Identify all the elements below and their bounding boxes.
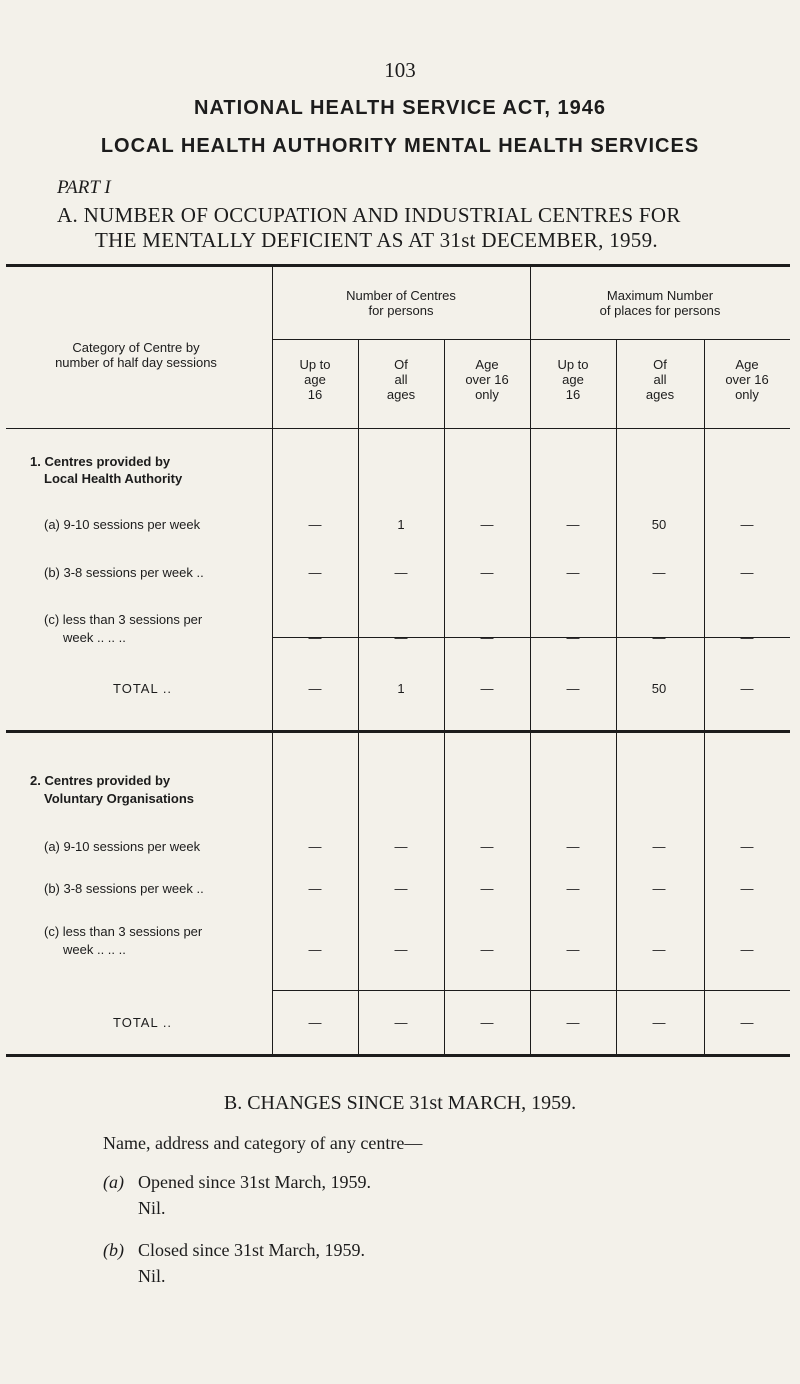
subheader-text: Up to: [557, 357, 589, 372]
subheader-text: Age: [475, 357, 499, 372]
subheader-text: Of: [394, 357, 408, 372]
table-cell: —: [308, 517, 322, 532]
table-cell: —: [740, 630, 754, 645]
table-cell: —: [394, 1015, 408, 1030]
table-cell: —: [480, 630, 494, 645]
table-cell: —: [566, 630, 580, 645]
section1-row-a-label: (a) 9-10 sessions per week: [44, 517, 201, 532]
table-cell: 50: [651, 517, 667, 532]
part-b-a-value: Nil.: [138, 1198, 166, 1218]
table-cell: —: [308, 681, 322, 696]
table-cell: —: [652, 881, 666, 896]
section-divider-rule: [6, 730, 790, 733]
category-header-line2: number of half day sessions: [55, 355, 217, 370]
subheader-text: age: [562, 372, 584, 387]
subheader-text: Of: [653, 357, 667, 372]
subheader-text: ages: [386, 387, 416, 402]
table-cell: 1: [397, 681, 405, 696]
subheader-col-6: [704, 357, 790, 402]
table-cell: —: [480, 881, 494, 896]
section2-row-c-label: (c) less than 3 sessions per: [44, 924, 203, 939]
table-cell: —: [394, 565, 408, 580]
table-cell: —: [652, 839, 666, 854]
section1-row-c-label: (c) less than 3 sessions per: [44, 612, 203, 627]
subheader-col-3: [444, 357, 530, 402]
table-cell: —: [480, 1015, 494, 1030]
act-title: NATIONAL HEALTH SERVICE ACT, 1946: [194, 97, 606, 119]
part-b-b-value: Nil.: [138, 1266, 166, 1286]
part-b-intro: Name, address and category of any centre—: [103, 1133, 423, 1153]
section1-row-b-label: (b) 3-8 sessions per week ..: [44, 565, 204, 580]
part-a-heading-line1: A. NUMBER OF OCCUPATION AND INDUSTRIAL CENTRES FOR: [57, 203, 681, 227]
section1-total-label: TOTAL ..: [113, 681, 173, 696]
subheader-text: Age: [735, 357, 759, 372]
page-number: 103: [384, 58, 416, 82]
subheader-rule: [272, 339, 790, 340]
table-cell: —: [652, 565, 666, 580]
table-cell: —: [480, 565, 494, 580]
section2-total-rule: [272, 990, 790, 991]
table-cell: —: [740, 517, 754, 532]
table-cell: —: [308, 630, 322, 645]
group-header-centres-line2: for persons: [368, 303, 434, 318]
table-cell: —: [566, 681, 580, 696]
part-label: PART I: [57, 177, 111, 198]
section2-total-label: TOTAL ..: [113, 1015, 173, 1030]
table-cell: —: [394, 881, 408, 896]
subheader-text: Up to: [299, 357, 331, 372]
table-cell: —: [652, 942, 666, 957]
table-cell: —: [652, 1015, 666, 1030]
subheader-text: age: [304, 372, 326, 387]
section-title: LOCAL HEALTH AUTHORITY MENTAL HEALTH SERVICES: [100, 135, 700, 157]
subheader-col-5: [616, 357, 704, 402]
table-cell: —: [652, 630, 666, 645]
table-cell: —: [566, 881, 580, 896]
table-cell: —: [740, 942, 754, 957]
table-cell: —: [308, 565, 322, 580]
section2-row-c-label2: week .. .. ..: [63, 942, 126, 957]
table-cell: —: [308, 1015, 322, 1030]
table-cell: —: [308, 942, 322, 957]
section2-title-line1: 2. Centres provided by: [30, 773, 171, 788]
part-a-heading-line2: THE MENTALLY DEFICIENT AS AT 31st DECEMBER, 1959.: [95, 228, 658, 252]
section1-row-c-label2: week .. .. ..: [63, 630, 126, 645]
table-cell: —: [480, 517, 494, 532]
group-header-places: [530, 288, 790, 318]
table-cell: —: [308, 881, 322, 896]
table-cell: —: [566, 1015, 580, 1030]
table-bottom-rule: [6, 1054, 790, 1057]
table-cell: —: [566, 839, 580, 854]
table-cell: —: [566, 517, 580, 532]
table-cell: —: [394, 839, 408, 854]
table-cell: —: [480, 839, 494, 854]
group-header-places-line2: of places for persons: [599, 303, 721, 318]
table-cell: —: [740, 839, 754, 854]
subheader-text: only: [735, 387, 759, 402]
subheader-text: 16: [565, 387, 581, 402]
table-cell: —: [740, 881, 754, 896]
group-header-centres-line1: Number of Centres: [346, 288, 456, 303]
subheader-text: 16: [307, 387, 323, 402]
table-cell: 50: [651, 681, 667, 696]
header-bottom-rule: [6, 428, 790, 429]
group-header-places-line1: Maximum Number: [606, 288, 714, 303]
part-b-b-marker: (b): [103, 1240, 124, 1260]
subheader-text: all: [653, 372, 667, 387]
subheader-text: over 16: [725, 372, 769, 387]
table-cell: —: [740, 681, 754, 696]
group-header-centres: [272, 288, 530, 318]
part-b-heading: B. CHANGES SINCE 31st MARCH, 1959.: [223, 1092, 577, 1114]
table-cell: —: [740, 1015, 754, 1030]
part-b-a-marker: (a): [103, 1172, 124, 1192]
part-b-a-text: Opened since 31st March, 1959.: [138, 1172, 371, 1192]
category-header-line1: Category of Centre by: [72, 340, 200, 355]
table-cell: —: [480, 942, 494, 957]
col-rule-category: [272, 264, 273, 730]
section2-row-b-label: (b) 3-8 sessions per week ..: [44, 881, 204, 896]
subheader-text: all: [394, 372, 408, 387]
subheader-col-4: [530, 357, 616, 402]
section1-title-line2: Local Health Authority: [44, 471, 183, 486]
table-cell: 1: [397, 517, 405, 532]
table-cell: —: [566, 565, 580, 580]
section1-title-line1: 1. Centres provided by: [30, 454, 171, 469]
table-cell: —: [480, 681, 494, 696]
table-cell: —: [308, 839, 322, 854]
table-cell: —: [740, 565, 754, 580]
subheader-text: over 16: [465, 372, 509, 387]
subheader-col-2: [358, 357, 444, 402]
category-header: [0, 340, 272, 370]
table-top-rule: [6, 264, 790, 267]
section2-row-a-label: (a) 9-10 sessions per week: [44, 839, 201, 854]
table-cell: —: [394, 942, 408, 957]
part-b-b-text: Closed since 31st March, 1959.: [138, 1240, 365, 1260]
subheader-text: only: [475, 387, 499, 402]
section2-title-line2: Voluntary Organisations: [44, 791, 195, 806]
table-cell: —: [566, 942, 580, 957]
col-rule-groups: [530, 264, 531, 730]
subheader-text: ages: [645, 387, 675, 402]
table-cell: —: [394, 630, 408, 645]
subheader-col-1: [272, 357, 358, 402]
